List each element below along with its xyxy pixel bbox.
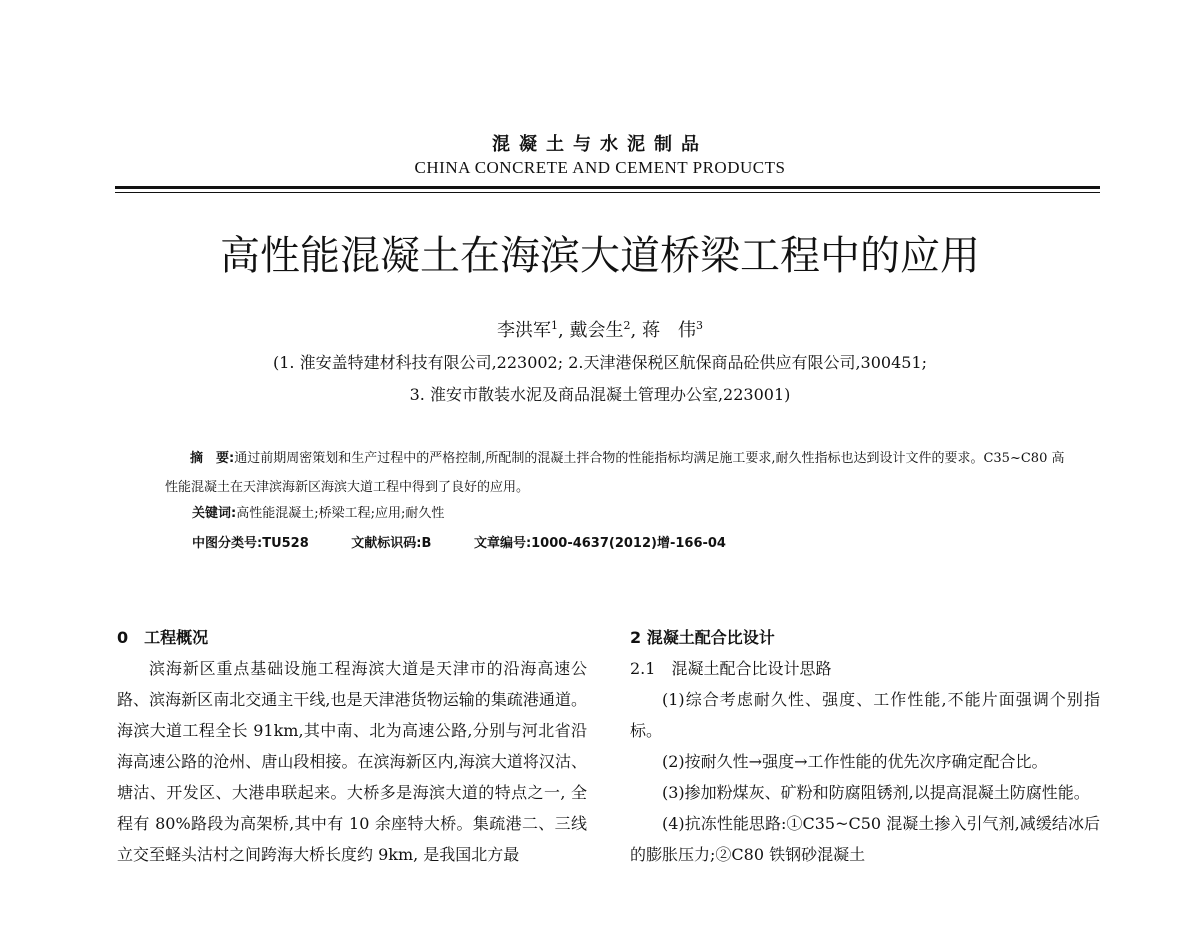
keywords-label: 关键词: — [192, 506, 237, 521]
document-code: 文献标识码:B — [351, 536, 432, 551]
author-affiliation-mark: 2 — [623, 319, 631, 332]
author-name: 戴会生 — [569, 320, 624, 341]
article-number: 文章编号:1000-4637(2012)增-166-04 — [473, 536, 726, 551]
section-heading: 2 混凝土配合比设计 — [630, 628, 775, 647]
abstract — [165, 444, 1075, 502]
left-column — [117, 622, 587, 870]
article-title: 高性能混凝土在海滨大道桥梁工程中的应用 — [220, 233, 980, 279]
abstract-text: 通过前期周密策划和生产过程中的严格控制,所配制的混凝土拌合物的性能指标均满足施工要求,耐久性指标也达到设计文件的要求。C35~C80 高性能混凝土在天津滨海新区海滨大道工程中得到了良好的应用。 — [165, 451, 1065, 495]
author-affiliation-mark: 1 — [551, 319, 559, 332]
list-item: (4)抗冻性能思路:①C35~C50 混凝土掺入引气剂,减缓结冰后的膨胀压力;②C80 铁钢砂混凝土 — [630, 814, 1100, 864]
affiliation-line-2: 3. 淮安市散装水泥及商品混凝土管理办公室,223001) — [409, 385, 791, 404]
clc-number: 中图分类号:TU528 — [192, 536, 309, 551]
classification-line — [192, 532, 764, 551]
keywords — [192, 502, 444, 521]
list-item: (1)综合考虑耐久性、强度、工作性能,不能片面强调个别指标。 — [630, 690, 1100, 740]
journal-title-en: CHINA CONCRETE AND CEMENT PRODUCTS — [414, 158, 786, 177]
section-heading: 0 工程概况 — [117, 628, 209, 647]
author-name: 蒋 伟 — [641, 320, 696, 341]
header-rule-thick — [115, 186, 1100, 189]
author-name: 李洪军 — [497, 320, 552, 341]
abstract-label: 摘 要: — [190, 451, 235, 466]
body-paragraph: 滨海新区重点基础设施工程海滨大道是天津市的沿海高速公路、滨海新区南北交通主干线,也是天津港货物运输的集疏港通道。海滨大道工程全长 91km,其中南、北为高速公路,分别与河北省沿海高速公路的沧州、唐山段相接。在滨海新区内,海滨大道将汉沽、塘沽、开发区、大港串联起来。大桥多是海滨大道的特点之一, 全程有 80%路段为高架桥,其中有 10 余座特大桥。集疏港二、三线立交至蛏头沽村之间跨海大桥长度约 9km, 是我国北方最 — [117, 659, 587, 864]
keywords-text: 高性能混凝土;桥梁工程;应用;耐久性 — [236, 506, 445, 521]
subsection-heading: 2.1 混凝土配合比设计思路 — [630, 659, 832, 678]
journal-title-cn: 混凝土与水泥制品 — [492, 134, 708, 155]
right-column — [630, 622, 1100, 870]
list-item: (3)掺加粉煤灰、矿粉和防腐阻锈剂,以提高混凝土防腐性能。 — [662, 783, 1090, 802]
author-line: 李洪军$^1$, 戴会生$^2$, 蒋 伟$^3$ — [497, 319, 703, 341]
header-rule-thin — [115, 192, 1100, 193]
list-item: (2)按耐久性→强度→工作性能的优先次序确定配合比。 — [662, 752, 1048, 771]
affiliation-line-1: (1. 淮安盖特建材科技有限公司,223002; 2.天津港保税区航保商品砼供应有限公司,300451; — [272, 353, 928, 372]
author-affiliation-mark: 3 — [695, 319, 703, 332]
